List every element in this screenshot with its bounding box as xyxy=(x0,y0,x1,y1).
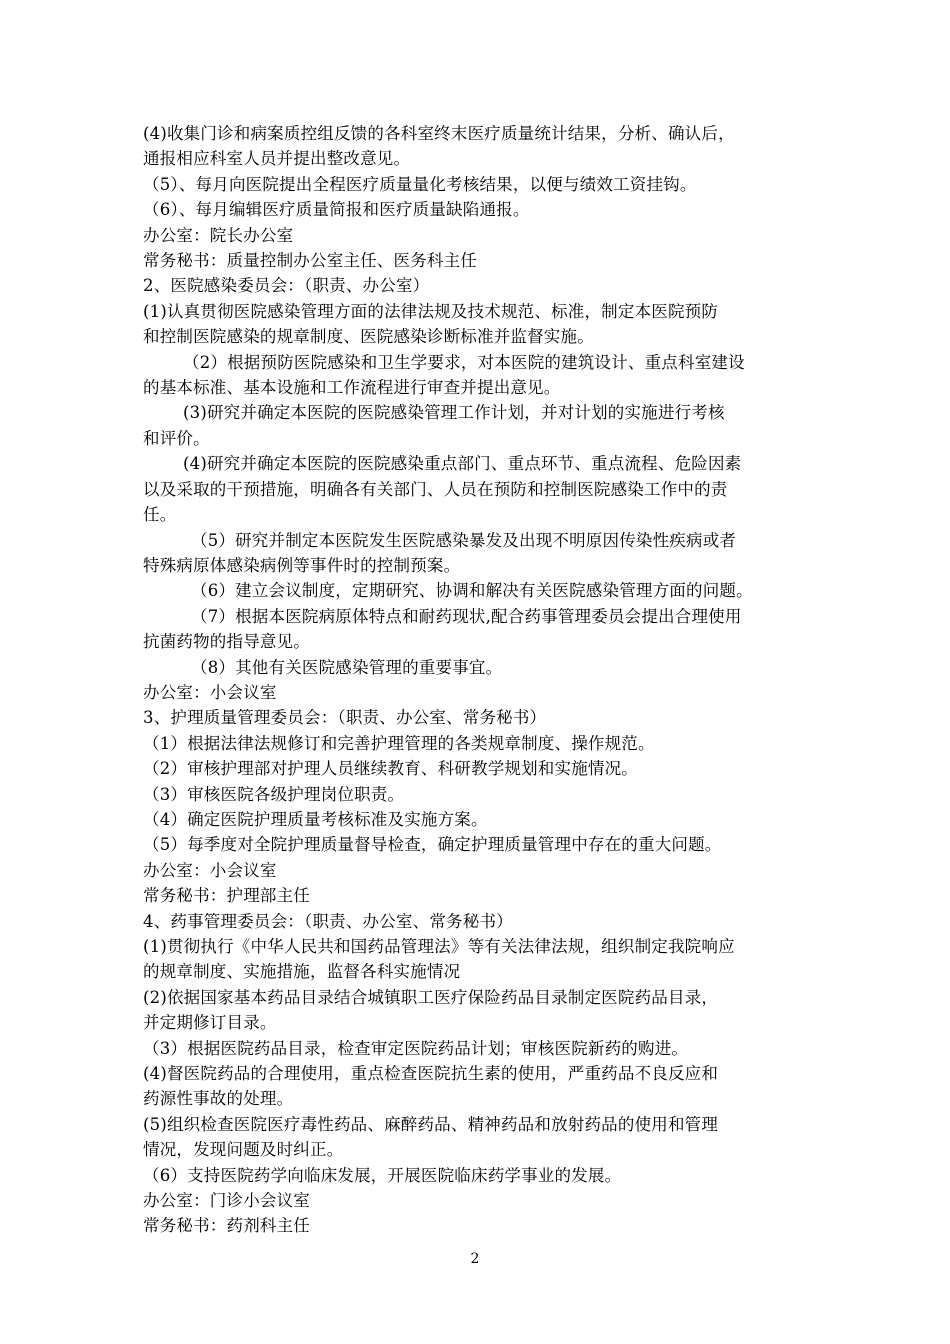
text-line: （6）支持医院药学向临床发展，开展医院临床药学事业的发展。 xyxy=(143,1165,622,1185)
text-line: (4)收集门诊和病案质控组反馈的各科室终末医疗质量统计结果，分析、确认后， xyxy=(143,124,735,143)
text-line: 通报相应科室人员并提出整改意见。 xyxy=(143,149,411,169)
text-line: 药源性事故的处理。 xyxy=(143,1089,294,1109)
text-line: 常务秘书：质量控制办公室主任、医务科主任 xyxy=(143,251,477,271)
text-line: （4）确定医院护理质量考核标准及实施方案。 xyxy=(143,809,488,829)
text-line: 和控制医院感染的规章制度、医院感染诊断标准并监督实施。 xyxy=(143,327,594,347)
document-body xyxy=(143,121,811,1239)
text-line: 情况，发现问题及时纠正。 xyxy=(143,1140,344,1160)
section-heading: 4、药事管理委员会：（职责、办公室、常务秘书） xyxy=(143,911,513,931)
text-line: 办公室：院长办公室 xyxy=(143,225,294,245)
text-line: （7）根据本医院病原体特点和耐药现状,配合药事管理委员会提出合理使用 xyxy=(191,606,742,626)
text-line: 的基本标准、基本设施和工作流程进行审查并提出意见。 xyxy=(143,378,561,398)
text-line: （2）审核护理部对护理人员继续教育、科研教学规划和实施情况。 xyxy=(143,759,638,779)
text-line: （6）建立会议制度，定期研究、协调和解决有关医院感染管理方面的问题。 xyxy=(191,581,753,601)
text-line: 抗菌药物的指导意见。 xyxy=(143,632,310,652)
text-line: （6）、每月编辑医疗质量简报和医疗质量缺陷通报。 xyxy=(143,200,530,220)
text-line: 常务秘书：药剂科主任 xyxy=(143,1216,310,1236)
text-line: (1)认真贯彻医院感染管理方面的法律法规及技术规范、标准，制定本医院预防 xyxy=(143,301,719,321)
text-line: （2）根据预防医院感染和卫生学要求，对本医院的建筑设计、重点科室建设 xyxy=(183,352,745,372)
section-heading: 2、医院感染委员会：（职责、办公室） xyxy=(143,276,430,296)
text-line: （1）根据法律法规修订和完善护理管理的各类规章制度、操作规范。 xyxy=(143,733,655,753)
text-line: 和评价。 xyxy=(143,428,210,448)
text-line: （5）研究并制定本医院发生医院感染暴发及出现不明原因传染性疾病或者 xyxy=(191,530,737,550)
section-heading: 3、护理质量管理委员会：（职责、办公室、常务秘书） xyxy=(143,708,547,728)
text-line: (5)组织检查医院医疗毒性药品、麻醉药品、精神药品和放射药品的使用和管理 xyxy=(143,1114,719,1134)
text-line: （5）每季度对全院护理质量督导检查，确定护理质量管理中存在的重大问题。 xyxy=(143,835,722,855)
text-line: （3）审核医院各级护理岗位职责。 xyxy=(143,784,405,804)
text-line: 以及采取的干预措施，明确各有关部门、人员在预防和控制医院感染工作中的责 xyxy=(143,479,728,499)
text-line: (1)贯彻执行《中华人民共和国药品管理法》等有关法律法规，组织制定我院响应 xyxy=(143,937,735,956)
text-line: (4)督医院药品的合理使用，重点检查医院抗生素的使用，严重药品不良反应和 xyxy=(143,1064,719,1084)
text-line: 任。 xyxy=(143,505,177,525)
text-line: 办公室：小会议室 xyxy=(143,682,277,702)
page-number: 2 xyxy=(470,1251,480,1267)
text-line: (4)研究并确定本医院的医院感染重点部门、重点环节、重点流程、危险因素 xyxy=(183,454,742,474)
text-line: 特殊病原体感染病例等事件时的控制预案。 xyxy=(143,555,461,575)
text-line: （3）根据医院药品目录，检查审定医院药品计划；审核医院新药的购进。 xyxy=(143,1038,689,1058)
text-line: 的规章制度、实施措施，监督各科实施情况 xyxy=(143,962,461,982)
text-line: 常务秘书：护理部主任 xyxy=(143,886,310,906)
text-line: （5）、每月向医院提出全程医疗质量量化考核结果，以便与绩效工资挂钩。 xyxy=(143,174,697,194)
text-line: (2)依据国家基本药品目录结合城镇职工医疗保险药品目录制定医院药品目录， xyxy=(143,987,719,1007)
text-line: （8）其他有关医院感染管理的重要事宜。 xyxy=(191,657,503,677)
text-line: 办公室：门诊小会议室 xyxy=(143,1191,310,1211)
text-line: 并定期修订目录。 xyxy=(143,1013,277,1033)
text-line: (3)研究并确定本医院的医院感染管理工作计划，并对计划的实施进行考核 xyxy=(183,403,725,423)
text-line: 办公室：小会议室 xyxy=(143,860,277,880)
